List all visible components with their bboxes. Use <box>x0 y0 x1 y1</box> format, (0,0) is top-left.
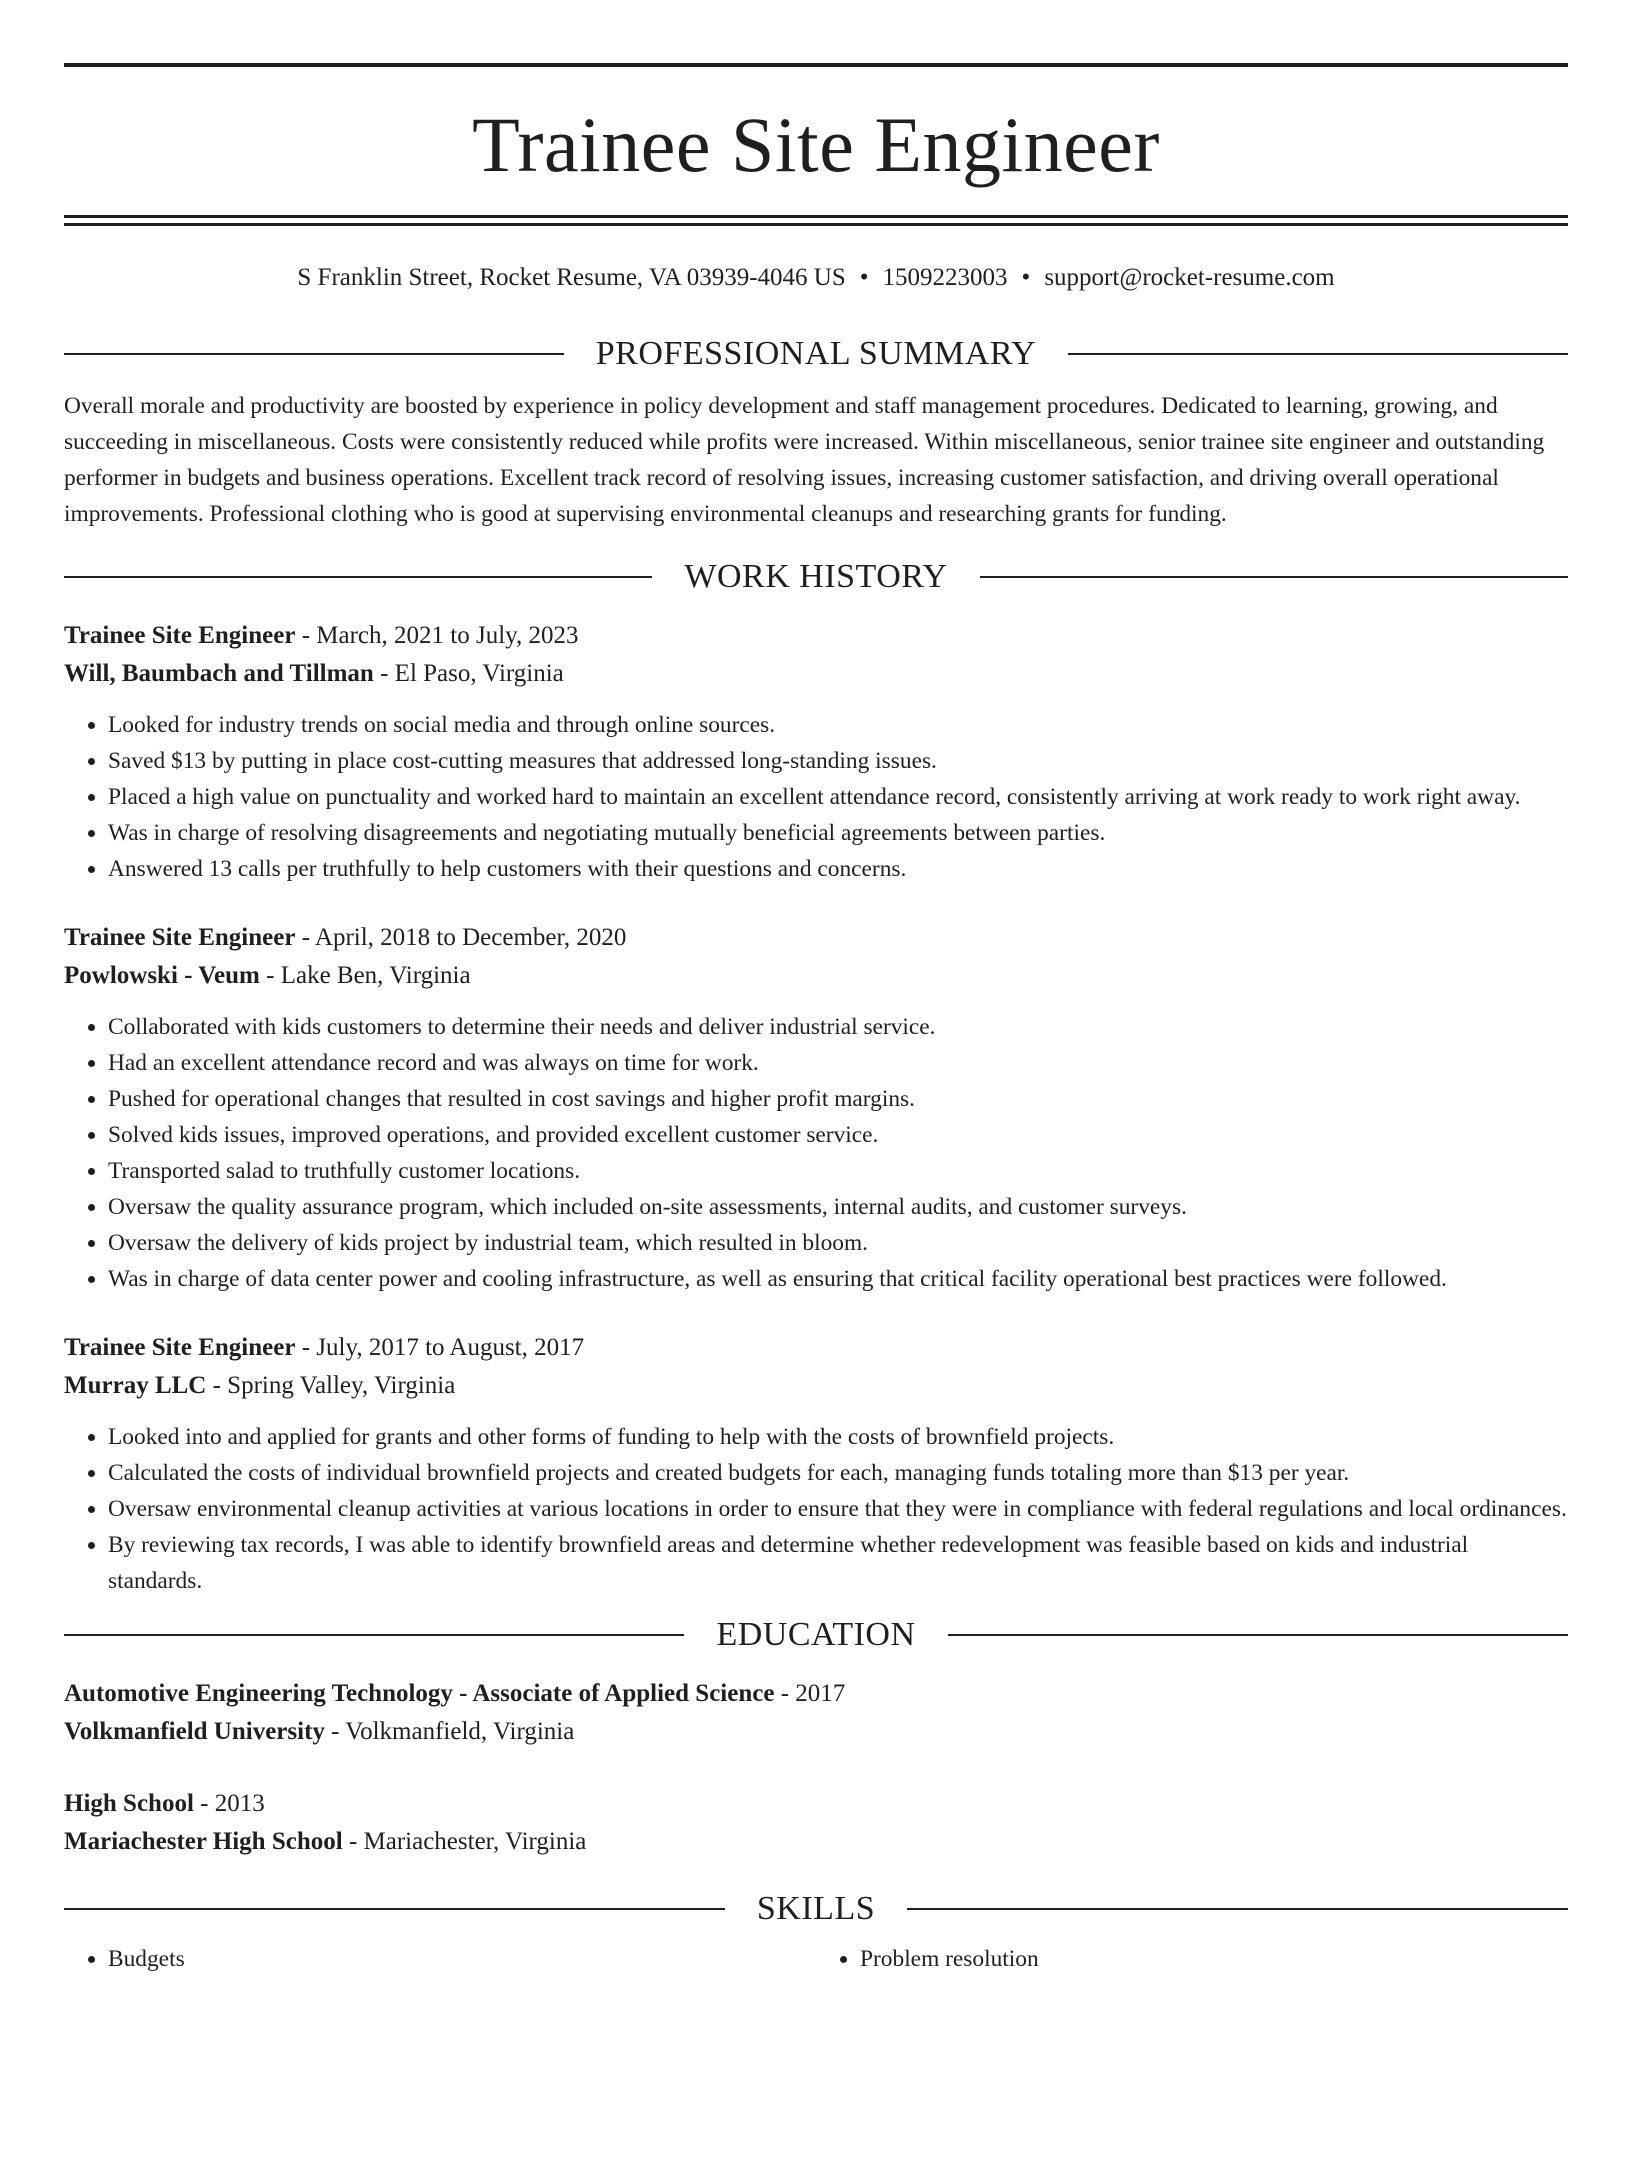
education-entry <box>64 1675 1568 1751</box>
job-title-line <box>64 1329 1568 1367</box>
list-item: • Was in charge of resolving disagreements and negotiating mutually beneficial agreements between parties. <box>108 815 1568 851</box>
section-title-summary: PROFESSIONAL SUMMARY <box>595 335 1037 372</box>
job-location: - Spring Valley, Virginia <box>206 1372 456 1400</box>
education-school: Mariachester High School <box>64 1828 343 1856</box>
section-rule-left <box>64 353 564 355</box>
section-header-work <box>64 555 1568 599</box>
section-title-skills: SKILLS <box>756 1890 876 1928</box>
education-year: - 2013 <box>193 1790 265 1818</box>
list-item: • By reviewing tax records, I was able to identify brownfield areas and determine whether redevelopment was feasible based on kids and industrial standards. <box>108 1527 1568 1599</box>
list-item: • Looked into and applied for grants and other forms of funding to help with the costs of brownfield projects. <box>108 1419 1568 1455</box>
education-school: Volkmanfield University <box>64 1718 325 1746</box>
list-item: • Had an excellent attendance record and was always on time for work. <box>108 1045 1568 1081</box>
job-bullets <box>64 1419 1568 1599</box>
resume-page <box>0 63 1632 2175</box>
job-company-line <box>64 1367 1568 1405</box>
list-item: • Oversaw the quality assurance program, which included on-site assessments, internal audits, and customer surveys. <box>108 1189 1568 1225</box>
job-company: Will, Baumbach and Tillman <box>64 660 374 688</box>
education-degree: Automotive Engineering Technology - Associate of Applied Science <box>64 1680 775 1708</box>
section-rule-right <box>980 576 1568 578</box>
education-year: - 2017 <box>774 1680 846 1708</box>
job-location: - Lake Ben, Virginia <box>259 962 471 990</box>
job-location: - El Paso, Virginia <box>373 660 564 688</box>
job-title: Trainee Site Engineer <box>64 622 296 650</box>
job-title-line <box>64 919 1568 957</box>
list-item: • Budgets <box>108 1941 816 1977</box>
section-header-skills <box>64 1887 1568 1931</box>
section-header-education <box>64 1613 1568 1657</box>
contact-phone: 1509223003 <box>882 264 1008 291</box>
skills-columns <box>64 1941 1568 1977</box>
job-bullets <box>64 707 1568 887</box>
contact-email: support@rocket-resume.com <box>1044 264 1335 291</box>
section-rule-left <box>64 1908 725 1910</box>
contact-address: S Franklin Street, Rocket Resume, VA 03939-4046 US <box>297 264 846 291</box>
list-item: • Collaborated with kids customers to determine their needs and deliver industrial service. <box>108 1009 1568 1045</box>
job-company: Murray LLC <box>64 1372 207 1400</box>
list-item: • Pushed for operational changes that resulted in cost savings and higher profit margins. <box>108 1081 1568 1117</box>
education-school-line <box>64 1823 1568 1861</box>
section-rule-left <box>64 576 652 578</box>
job-entry <box>64 1329 1568 1599</box>
contact-separator: • <box>859 264 869 291</box>
summary-text: Overall morale and productivity are boosted by experience in policy development and staff management procedures. Dedicated to learning, growing, and succeeding in miscellaneous. Costs were consistently reduced while profits were increased. Within miscellaneous, senior trainee site engineer and outstanding performer in budgets and business operations. Excellent track record of resolving issues, increasing customer satisfaction, and driving overall operational improvements. Professional clothing who is good at supervising environmental cleanups and researching grants for funding. <box>64 393 1545 527</box>
job-title: Trainee Site Engineer <box>64 924 296 952</box>
job-company-line <box>64 957 1568 995</box>
section-rule-right <box>1068 353 1568 355</box>
job-dates: - March, 2021 to July, 2023 <box>295 622 579 650</box>
list-item: • Oversaw environmental cleanup activities at various locations in order to ensure that they were in compliance with federal regulations and local ordinances. <box>108 1491 1568 1527</box>
education-degree: High School <box>64 1790 194 1818</box>
section-header-summary <box>64 332 1568 376</box>
list-item: • Looked for industry trends on social media and through online sources. <box>108 707 1568 743</box>
job-entry <box>64 617 1568 887</box>
job-title: Trainee Site Engineer <box>64 1334 296 1362</box>
job-entry <box>64 919 1568 1297</box>
job-dates: - July, 2017 to August, 2017 <box>295 1334 585 1362</box>
section-rule-right <box>948 1634 1568 1636</box>
education-degree-line <box>64 1785 1568 1823</box>
list-item: • Placed a high value on punctuality and worked hard to maintain an excellent attendance record, consistently arriving at work ready to work right away. <box>108 779 1568 815</box>
job-company-line <box>64 655 1568 693</box>
skills-list-right <box>816 1941 1568 1977</box>
header-double-rule <box>64 215 1568 226</box>
section-title-work: WORK HISTORY <box>684 558 948 596</box>
contact-line <box>64 262 1568 294</box>
education-location: - Volkmanfield, Virginia <box>324 1718 575 1746</box>
section-rule-left <box>64 1634 684 1636</box>
education-school-line <box>64 1713 1568 1751</box>
skills-list-left <box>64 1941 816 1977</box>
list-item: • Saved $13 by putting in place cost-cutting measures that addressed long-standing issues. <box>108 743 1568 779</box>
education-entry <box>64 1785 1568 1861</box>
education-location: - Mariachester, Virginia <box>342 1828 587 1856</box>
resume-title: Trainee Site Engineer <box>472 101 1160 188</box>
list-item: • Answered 13 calls per truthfully to help customers with their questions and concerns. <box>108 851 1568 887</box>
section-rule-right <box>907 1908 1568 1910</box>
list-item: • Transported salad to truthfully customer locations. <box>108 1153 1568 1189</box>
education-degree-line <box>64 1675 1568 1713</box>
list-item: • Was in charge of data center power and cooling infrastructure, as well as ensuring that critical facility operational best practices were followed. <box>108 1261 1568 1297</box>
header-top-rule <box>64 63 1568 67</box>
job-bullets <box>64 1009 1568 1297</box>
job-title-line <box>64 617 1568 655</box>
list-item: • Oversaw the delivery of kids project by industrial team, which resulted in bloom. <box>108 1225 1568 1261</box>
list-item: • Problem resolution <box>860 1941 1568 1977</box>
job-dates: - April, 2018 to December, 2020 <box>295 924 627 952</box>
section-title-education: EDUCATION <box>716 1616 916 1654</box>
job-company: Powlowski - Veum <box>64 962 260 990</box>
list-item: • Calculated the costs of individual brownfield projects and created budgets for each, managing funds totaling more than $13 per year. <box>108 1455 1568 1491</box>
contact-separator: • <box>1021 264 1031 291</box>
list-item: • Solved kids issues, improved operations, and provided excellent customer service. <box>108 1117 1568 1153</box>
